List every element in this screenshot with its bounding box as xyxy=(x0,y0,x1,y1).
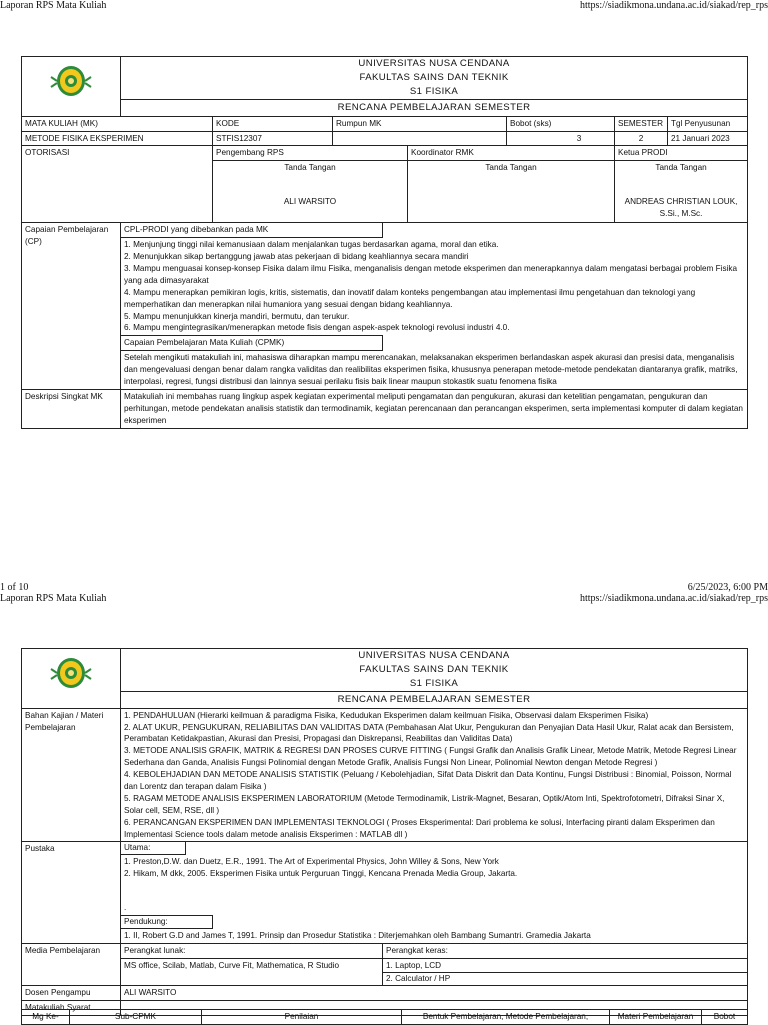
pustaka-content xyxy=(121,842,748,943)
perangkat-lunak-value: MS office, Scilab, Matlab, Curve Fit, Mathematica, R Studio xyxy=(121,958,383,986)
print-header-url: https://siadikmona.undana.ac.id/siakad/rep_rps xyxy=(579,0,768,11)
university-name: UNIVERSITAS NUSA CENDANA xyxy=(358,650,510,661)
deskripsi-text: Matakuliah ini membahas ruang lingkup aspek kegiatan experimental meliputi pengamatan dan pengukuran, akurasi dan ketelitian pengamatan, pengukuran dan perhitungan, metode pendekatan analisis statistik dan termodinamik, kegiatan perencanaan dan perancangan eksperimen, serta implementasi komputer di dalam kegiatan eksperimen xyxy=(121,389,748,428)
col-mg-ke: Mg Ke- xyxy=(22,1010,70,1025)
label-semester: SEMESTER xyxy=(615,116,668,131)
dosen-value: ALI WARSITO xyxy=(121,986,748,1001)
bahan-item: 6. PERANCANGAN EKSPERIMEN DAN IMPLEMENTASI TEKNOLOGI ( Proses Eksperimental: Dari problema ke solusi, Interfacing piranti dalam Eksperimen dan Implementasi Science tools dalam metode analisis Eksperimen : MATLAB dll ) xyxy=(124,817,715,839)
bahan-item: 3. METODE ANALISIS GRAFIK, MATRIK & REGRESI DAN PROSES CURVE FITTING ( Fungsi Grafik dan Analisis Grafik Linear, Metode Matrik, Metode Regresi Linear Sederhana dan Ganda, Analisis Fungsi Polinomial dengan Metode Grafik, Analisis Fungsi Non Linear, Polinomial Newton dengan Metode Regresi ) xyxy=(124,746,737,768)
cpmk-header: Capaian Pembelajaran Mata Kuliah (CPMK) xyxy=(121,335,383,351)
label-deskripsi: Deskripsi Singkat MK xyxy=(22,389,121,428)
course-semester: 2 xyxy=(615,131,668,146)
cpl-item: 1. Menjunjung tinggi nilai kemanusiaan dalam menjalankan tugas berdasarkan agama, moral dan etika. xyxy=(124,240,499,250)
col-penilaian: Penilaian xyxy=(202,1010,402,1025)
bahan-kajian-list xyxy=(121,708,748,842)
ttd-label-pengembang: Tanda Tangan xyxy=(284,163,336,173)
label-bobot: Bobot (sks) xyxy=(507,116,615,131)
col-bobot: Bobot xyxy=(702,1010,748,1025)
label-tgl: Tgl Penyusunan xyxy=(668,116,748,131)
kaprodi-name: ANDREAS CHRISTIAN LOUK, S.Si., M.Sc. xyxy=(624,197,738,219)
label-perangkat-lunak: Perangkat lunak: xyxy=(121,943,383,958)
ttd-label-koordinator: Tanda Tangan xyxy=(485,163,537,173)
label-pengembang: Pengembang RPS xyxy=(213,146,408,161)
label-kaprodi: Ketua PRODI xyxy=(615,146,748,161)
course-rumpun xyxy=(333,131,507,146)
col-materi: Materi Pembelajaran xyxy=(610,1010,702,1025)
signature-pengembang xyxy=(213,161,408,223)
cpl-item: 5. Mampu menunjukkan kinerja mandiri, bermutu, dan terukur. xyxy=(124,311,350,321)
pustaka-utama-item: 1. Preston,D.W. dan Duetz, E.R., 1991. The Art of Experimental Physics, John Willey & Sons, New York xyxy=(124,857,499,867)
print-header-url-2: https://siadikmona.undana.ac.id/siakad/rep_rps xyxy=(579,593,768,604)
cpl-item: 3. Mampu menguasai konsep-konsep Fisika dalam ilmu Fisika, menganalisis dengan metode eksperimen dan menerapkannya dalam mengatasi berbagai problem Fisika yang ada dimasyarakat xyxy=(124,263,738,285)
cpl-item: 6. Mampu mengintegrasikan/menerapkan metode fisis dengan aspek-aspek teknologi revolusi industri 4.0. xyxy=(124,323,510,333)
pustaka-pendukung-item: 1. II, Robert G.D and James T, 1991. Prinsip dan Prosedur Statistika : Diterjemahkan oleh Bambang Sumantri. Gramedia Jakarta xyxy=(124,930,591,940)
cp-content xyxy=(121,223,748,390)
signature-kaprodi xyxy=(615,161,748,223)
faculty-name: FAKULTAS SAINS DAN TEKNIK xyxy=(359,71,509,83)
cpl-item: 2. Menunjukkan sikap bertanggung jawab atas pekerjaan di bidang keahliannya secara mandiri xyxy=(124,252,469,262)
label-koordinator: Koordinator RMK xyxy=(408,146,615,161)
col-bentuk-pembelajaran: Bentuk Pembelajaran, Metode Pembelajaran, xyxy=(402,1010,610,1025)
pustaka-utama-label: Utama: xyxy=(121,842,186,855)
course-code: STFIS12307 xyxy=(213,131,333,146)
cpl-header: CPL-PRODI yang dibebankan pada MK xyxy=(121,223,383,238)
faculty-name: FAKULTAS SAINS DAN TEKNIK xyxy=(359,663,509,675)
label-rumpun: Rumpun MK xyxy=(333,116,507,131)
label-mata-kuliah: MATA KULIAH (MK) xyxy=(22,116,213,131)
label-otorisasi: OTORISASI xyxy=(22,146,213,223)
label-syarat: Matakuliah Syarat xyxy=(22,1001,121,1016)
document-title-2: RENCANA PEMBELAJARAN SEMESTER xyxy=(121,691,748,708)
perangkat-keras-item: 2. Calculator / HP xyxy=(383,972,747,985)
cpl-item: 4. Mampu menerapkan pemikiran logis, kritis, sistematis, dan inovatif dalam konteks pengembangan atau implementasi ilmu pengetahuan dan teknologi yang memperhatikan dan menerapkan nilai humaniora yang sesuai dengan bidang keahliannya. xyxy=(124,287,696,309)
pengembang-name: ALI WARSITO xyxy=(283,197,337,207)
label-media: Media Pembelajaran xyxy=(22,943,121,986)
perangkat-keras-item: 1. Laptop, LCD xyxy=(386,960,442,970)
university-logo-icon xyxy=(45,655,97,691)
university-logo-cell-2 xyxy=(22,649,121,709)
university-logo-cell xyxy=(22,57,121,117)
perangkat-keras-list xyxy=(383,958,748,986)
rps-table-page1 xyxy=(21,56,748,429)
course-name: METODE FISIKA EKSPERIMEN xyxy=(22,131,213,146)
bahan-item: 1. PENDAHULUAN (Hierarki keilmuan & paradigma Fisika, Kedudukan Eksperimen dalam keilmuan Fisika, Observasi dalam Eksperimen Fisika) xyxy=(124,710,649,720)
print-footer-datetime: 6/25/2023, 6:00 PM xyxy=(687,582,768,593)
label-pustaka: Pustaka xyxy=(22,842,121,943)
col-sub-cpmk: Sub-CPMK xyxy=(70,1010,202,1025)
program-name: S1 FISIKA xyxy=(409,85,459,97)
institution-header-2 xyxy=(121,649,748,692)
document-title: RENCANA PEMBELAJARAN SEMESTER xyxy=(121,99,748,116)
cpmk-text: Setelah mengikuti matakuliah ini, mahasiswa diharapkan mampu merencanakan, melaksanakan eksperimen berlandaskan aspek akurasi dan presisi data, menganalisis dan mengevaluasi dengan benar dalam rangka validitas dan realibilitas eksperimen fisika, khususnya penerapan metode-metode pendekatan diantaranya grafik, matriks, interpolasi, regresi, fungsi distribusi dan lainnya sesuai perilaku fisis baik linear maupun stokastik suatu fenomena fisika xyxy=(124,353,738,386)
label-capaian: Capaian Pembelajaran (CP) xyxy=(22,223,121,390)
label-perangkat-keras: Perangkat keras: xyxy=(383,943,748,958)
pustaka-dot: . xyxy=(124,903,127,913)
bahan-item: 5. RAGAM METODE ANALISIS EKSPERIMEN LABORATORIUM (Metode Termodinamik, Listrik-Magnet, Besaran, Optik/Atom Inti, Spektrofotometri, Difraksi Sinar X, Solar cell, SEM, RSE, dll ) xyxy=(124,793,725,815)
university-logo-icon xyxy=(45,63,97,99)
label-kode: KODE xyxy=(213,116,333,131)
label-dosen: Dosen Pengampu xyxy=(22,986,121,1001)
program-name: S1 FISIKA xyxy=(409,677,459,689)
course-sks: 3 xyxy=(507,131,615,146)
institution-header xyxy=(121,57,748,100)
ttd-label-kaprodi: Tanda Tangan xyxy=(655,163,707,173)
print-header-left: Laporan RPS Mata Kuliah xyxy=(0,0,107,11)
university-name: UNIVERSITAS NUSA CENDANA xyxy=(358,58,510,69)
print-footer-page: 1 of 10 xyxy=(0,582,29,593)
pustaka-utama-item: 2. Hikam, M dkk, 2005. Eksperimen Fisika untuk Perguruan Tinggi, Kencana Prenada Media Group, Jakarta. xyxy=(124,869,518,879)
bahan-item: 2. ALAT UKUR, PENGUKURAN, RELIABILITAS DAN VALIDITAS DATA (Pembahasan Alat Ukur, Pengukuran dan Penyajian Data Hasil Ukur, Ralat acak dan Bersistem, Perambatan Ketidakpastian, Akurasi dan Presisi, Propagasi dan Diskrepansi, Reabilitas dan Validitas Data) xyxy=(124,722,734,744)
bahan-item: 4. KEBOLEHJADIAN DAN METODE ANALISIS STATISTIK (Peluang / Kebolehjadian, Sifat Data Diskrit dan Data Kontinu, Fungsi Distribusi : Binomial, Poisson, Normal dan Lorentz dan terapan dalam Fisika ) xyxy=(124,770,732,791)
course-date: 21 Januari 2023 xyxy=(668,131,748,146)
label-bahan-kajian: Bahan Kajian / Materi Pembelajaran xyxy=(22,708,121,842)
weekly-plan-header xyxy=(21,1009,748,1025)
pustaka-pendukung-label: Pendukung: xyxy=(121,915,213,929)
signature-koordinator xyxy=(408,161,615,223)
print-header-left-2: Laporan RPS Mata Kuliah xyxy=(0,593,107,604)
rps-table-page2 xyxy=(21,648,748,1016)
